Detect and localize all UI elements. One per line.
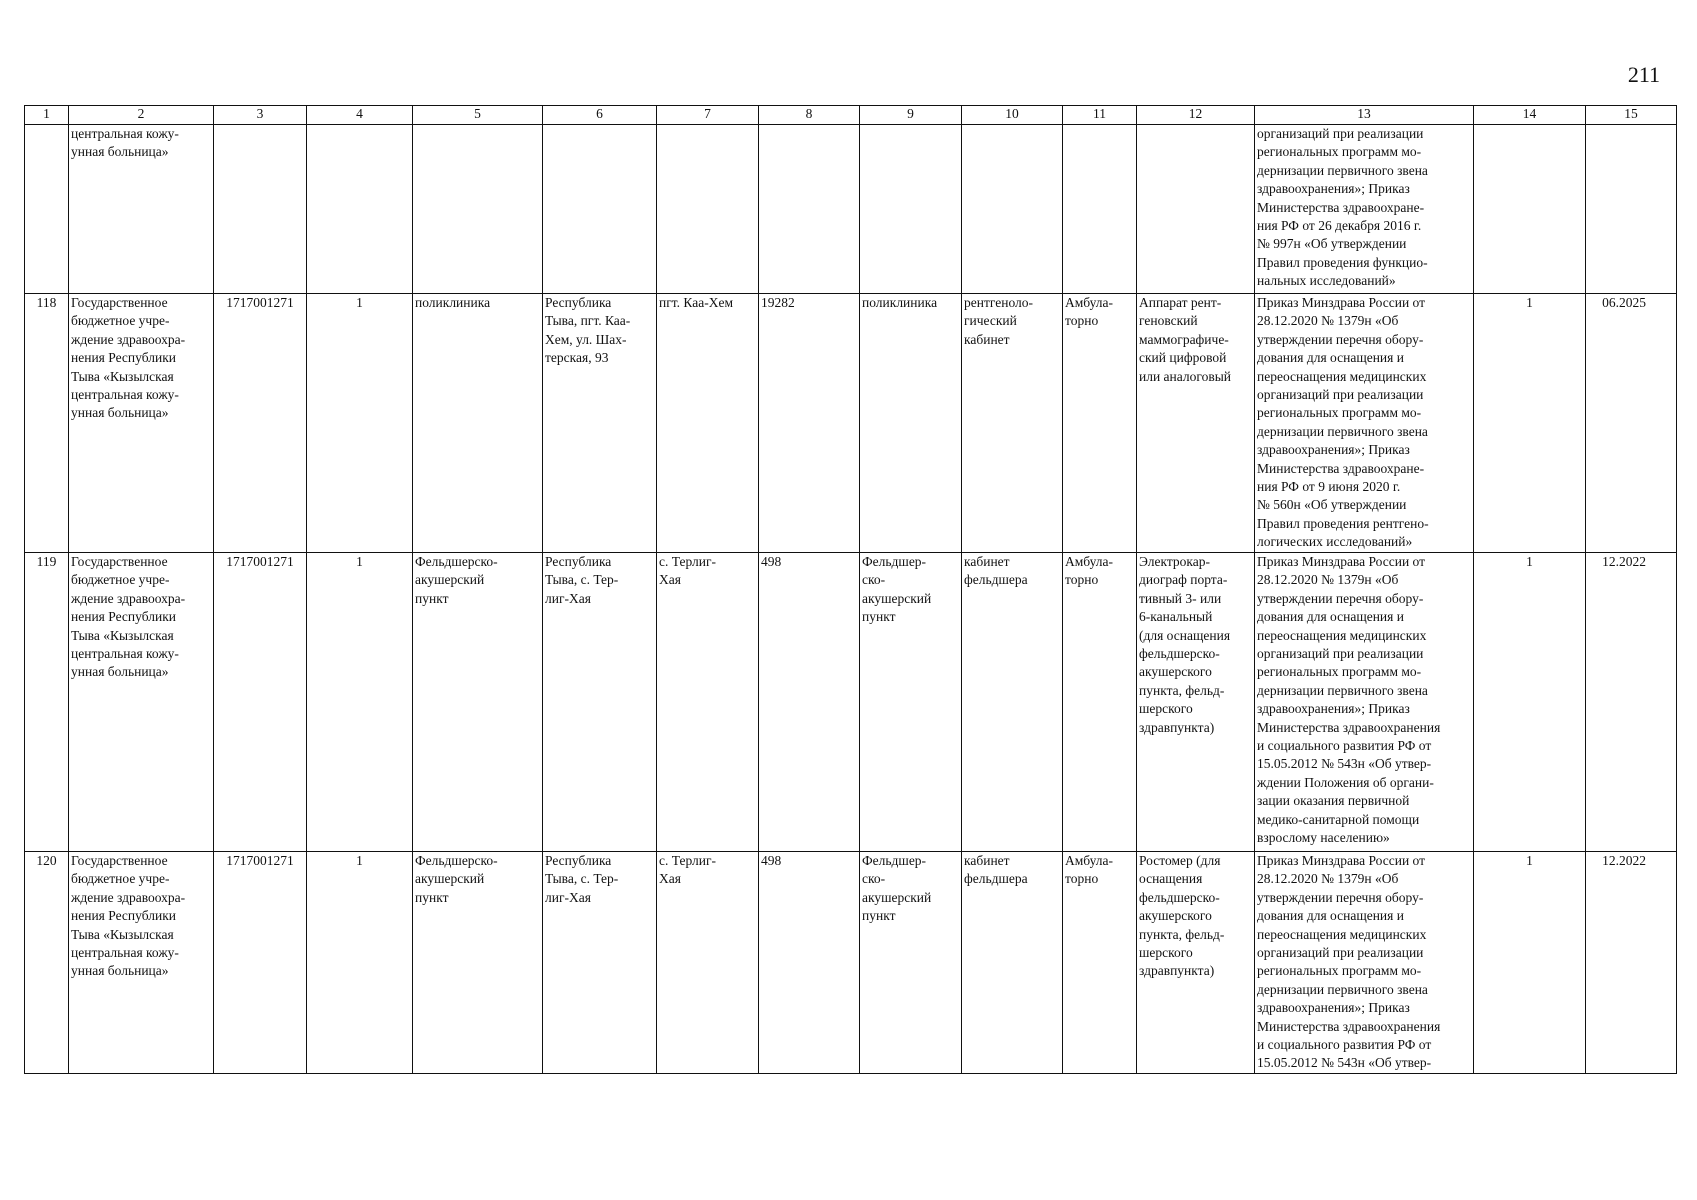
regulation-cell: Приказ Минздрава России от 28.12.2020 № 1379н «Об утверждении перечня обору- дования для оснащения и переоснащения медицинских организаций при реализации региональных программ мо- дернизации первичного звена здравоохранения»; Приказ Министерства здравоохране- ния РФ от 9 июня 2020 г. № 560н «Об утверждении Правил проведения рентгено- логических исследований»	[1255, 294, 1474, 553]
table-cell	[1474, 125, 1586, 294]
organization-cell: Государственное бюджетное учре- ждение здравоохра- нения Республики Тыва «Кызылская центральная кожу- унная больница»	[69, 553, 214, 852]
column-header: 13	[1255, 106, 1474, 125]
organization-cell: центральная кожу- унная больница»	[69, 125, 214, 294]
column-header: 3	[214, 106, 307, 125]
facility-type-cell: поликлиника	[413, 294, 543, 553]
locality-cell: пгт. Каа-Хем	[657, 294, 759, 553]
table-row	[25, 852, 1677, 1074]
room-cell: кабинет фельдшера	[962, 852, 1063, 1074]
column-header: 11	[1063, 106, 1137, 125]
inn-cell: 1717001271	[214, 294, 307, 553]
column-header: 8	[759, 106, 860, 125]
equipment-cell: Ростомер (для оснащения фельдшерско- акушерского пункта, фельд- шерского здравпункта)	[1137, 852, 1255, 1074]
population-cell: 498	[759, 553, 860, 852]
table-cell	[1063, 125, 1137, 294]
table-cell	[962, 125, 1063, 294]
count-cell: 1	[307, 294, 413, 553]
population-cell: 498	[759, 852, 860, 1074]
table-cell	[860, 125, 962, 294]
facility-type-cell: Фельдшерско- акушерский пункт	[413, 852, 543, 1074]
regulation-cell: Приказ Минздрава России от 28.12.2020 № 1379н «Об утверждении перечня обору- дования для оснащения и переоснащения медицинских организаций при реализации региональных программ мо- дернизации первичного звена здравоохранения»; Приказ Министерства здравоохранения и социального развития РФ от 15.05.2012 № 543н «Об утвер- ждении Положения об органи- зации оказания первичной медико-санитарной помощи взрослому населению»	[1255, 553, 1474, 852]
column-number-header	[25, 106, 1677, 125]
locality-cell: с. Терлиг- Хая	[657, 553, 759, 852]
regulation-cell: организаций при реализации региональных программ мо- дернизации первичного звена здравоохранения»; Приказ Министерства здравоохране- ния РФ от 26 декабря 2016 г. № 997н «Об утверждении Правил проведения функцио- нальных исследований»	[1255, 125, 1474, 294]
unit-cell: Фельдшер- ско- акушерский пункт	[860, 553, 962, 852]
count-cell: 1	[307, 852, 413, 1074]
column-header: 4	[307, 106, 413, 125]
room-cell: рентгеноло- гический кабинет	[962, 294, 1063, 553]
table-cell	[413, 125, 543, 294]
equipment-table	[24, 105, 1677, 1074]
unit-cell: поликлиника	[860, 294, 962, 553]
row-number-cell: 119	[25, 553, 69, 852]
table-cell	[657, 125, 759, 294]
organization-cell: Государственное бюджетное учре- ждение здравоохра- нения Республики Тыва «Кызылская центральная кожу- унная больница»	[69, 294, 214, 553]
table-row-continuation	[25, 125, 1677, 294]
quantity-cell: 1	[1474, 553, 1586, 852]
inn-cell: 1717001271	[214, 553, 307, 852]
column-header: 9	[860, 106, 962, 125]
address-cell: Республика Тыва, пгт. Каа- Хем, ул. Шах- терская, 93	[543, 294, 657, 553]
table-cell	[543, 125, 657, 294]
page-number: 211	[1627, 62, 1660, 87]
care-condition-cell: Амбула- торно	[1063, 852, 1137, 1074]
care-condition-cell: Амбула- торно	[1063, 294, 1137, 553]
table-cell	[1137, 125, 1255, 294]
unit-cell: Фельдшер- ско- акушерский пункт	[860, 852, 962, 1074]
column-header: 10	[962, 106, 1063, 125]
table-cell	[214, 125, 307, 294]
quantity-cell: 1	[1474, 294, 1586, 553]
date-cell: 12.2022	[1586, 852, 1677, 1074]
population-cell: 19282	[759, 294, 860, 553]
column-header: 2	[69, 106, 214, 125]
table-cell	[307, 125, 413, 294]
regulation-cell: Приказ Минздрава России от 28.12.2020 № 1379н «Об утверждении перечня обору- дования для оснащения и переоснащения медицинских организаций при реализации региональных программ мо- дернизации первичного звена здравоохранения»; Приказ Министерства здравоохранения и социального развития РФ от 15.05.2012 № 543н «Об утвер-	[1255, 852, 1474, 1074]
column-header: 1	[25, 106, 69, 125]
column-header: 5	[413, 106, 543, 125]
table-cell	[759, 125, 860, 294]
header-row	[25, 106, 1677, 125]
date-cell: 12.2022	[1586, 553, 1677, 852]
column-header: 6	[543, 106, 657, 125]
room-cell: кабинет фельдшера	[962, 553, 1063, 852]
table-row	[25, 553, 1677, 852]
row-number-cell: 120	[25, 852, 69, 1074]
table-cell	[25, 125, 69, 294]
equipment-cell: Электрокар- диограф порта- тивный 3- или 6-канальный (для оснащения фельдшерско- акушерского пункта, фельд- шерского здравпункта)	[1137, 553, 1255, 852]
column-header: 15	[1586, 106, 1677, 125]
address-cell: Республика Тыва, с. Тер- лиг-Хая	[543, 852, 657, 1074]
facility-type-cell: Фельдшерско- акушерский пункт	[413, 553, 543, 852]
column-header: 7	[657, 106, 759, 125]
column-header: 12	[1137, 106, 1255, 125]
row-number-cell: 118	[25, 294, 69, 553]
date-cell: 06.2025	[1586, 294, 1677, 553]
organization-cell: Государственное бюджетное учре- ждение здравоохра- нения Республики Тыва «Кызылская центральная кожу- унная больница»	[69, 852, 214, 1074]
count-cell: 1	[307, 553, 413, 852]
column-header: 14	[1474, 106, 1586, 125]
table-cell	[1586, 125, 1677, 294]
quantity-cell: 1	[1474, 852, 1586, 1074]
care-condition-cell: Амбула- торно	[1063, 553, 1137, 852]
table-row	[25, 294, 1677, 553]
inn-cell: 1717001271	[214, 852, 307, 1074]
equipment-cell: Аппарат рент- геновский маммографиче- ский цифровой или аналоговый	[1137, 294, 1255, 553]
address-cell: Республика Тыва, с. Тер- лиг-Хая	[543, 553, 657, 852]
locality-cell: с. Терлиг- Хая	[657, 852, 759, 1074]
